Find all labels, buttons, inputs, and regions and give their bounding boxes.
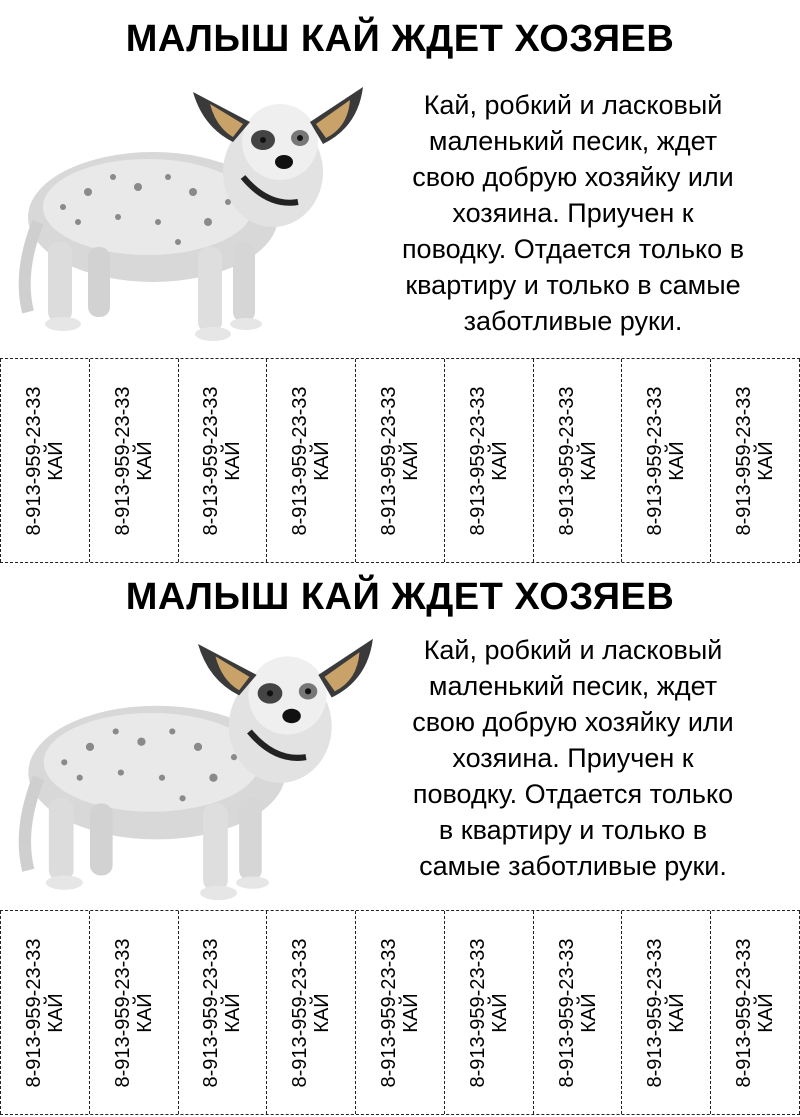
tear-off-tab[interactable]	[179, 359, 268, 562]
tab-phone: 8-913-959-23-33	[22, 386, 45, 535]
tab-phone: 8-913-959-23-33	[289, 938, 312, 1087]
tab-name: КАЙ	[311, 992, 334, 1033]
flyer-description	[368, 87, 778, 339]
tab-name: КАЙ	[311, 440, 334, 481]
tab-phone: 8-913-959-23-33	[555, 386, 578, 535]
tab-phone: 8-913-959-23-33	[111, 938, 134, 1087]
tab-phone: 8-913-959-23-33	[378, 386, 401, 535]
tab-name: КАЙ	[666, 992, 689, 1033]
tab-phone: 8-913-959-23-33	[200, 938, 223, 1087]
tear-off-tab[interactable]	[0, 911, 90, 1114]
tear-off-tab[interactable]	[356, 359, 445, 562]
tab-phone: 8-913-959-23-33	[733, 938, 756, 1087]
tab-name: КАЙ	[133, 992, 156, 1033]
tab-name: КАЙ	[488, 440, 511, 481]
tab-phone: 8-913-959-23-33	[22, 938, 45, 1087]
tear-off-tab[interactable]	[179, 911, 268, 1114]
tab-name: КАЙ	[44, 992, 67, 1033]
tab-phone: 8-913-959-23-33	[200, 386, 223, 535]
tear-off-tab[interactable]	[622, 911, 711, 1114]
tear-off-tab[interactable]	[0, 359, 90, 562]
tear-off-tabs	[0, 910, 800, 1115]
tab-phone: 8-913-959-23-33	[378, 938, 401, 1087]
description-line: поводку. Отдается только в	[401, 234, 745, 264]
description-line: поводку. Отдается только	[412, 779, 734, 809]
tear-off-tab[interactable]	[622, 359, 711, 562]
tab-name: КАЙ	[133, 440, 156, 481]
tab-name: КАЙ	[222, 440, 245, 481]
tab-name: КАЙ	[577, 440, 600, 481]
description-line: Кай, робкий и ласковый	[423, 90, 723, 120]
tear-off-tab[interactable]	[711, 911, 800, 1114]
description-line: хозяина. Приучен к	[452, 198, 694, 228]
description-line: маленький песик, ждет	[428, 671, 718, 701]
tear-off-tab[interactable]	[711, 359, 800, 562]
tab-name: КАЙ	[488, 992, 511, 1033]
tab-name: КАЙ	[400, 440, 423, 481]
flyer-title: МАЛЫШ КАЙ ЖДЕТ ХОЗЯЕВ	[125, 18, 675, 60]
tear-off-tab[interactable]	[534, 911, 623, 1114]
flyer-description	[368, 632, 778, 884]
tab-phone: 8-913-959-23-33	[111, 386, 134, 535]
tear-off-tab[interactable]	[267, 359, 356, 562]
tear-off-tabs	[0, 358, 800, 563]
tab-name: КАЙ	[666, 440, 689, 481]
tab-name: КАЙ	[222, 992, 245, 1033]
description-line: Кай, робкий и ласковый	[423, 635, 723, 665]
description-line: самые заботливые руки.	[419, 851, 727, 881]
tab-name: КАЙ	[755, 440, 778, 481]
description-line: квартиру и только в самые	[405, 270, 741, 300]
tab-phone: 8-913-959-23-33	[466, 938, 489, 1087]
tab-phone: 8-913-959-23-33	[644, 938, 667, 1087]
tab-phone: 8-913-959-23-33	[555, 938, 578, 1087]
tab-name: КАЙ	[400, 992, 423, 1033]
tab-phone: 8-913-959-23-33	[289, 386, 312, 535]
description-line: хозяина. Приучен к	[452, 743, 694, 773]
tab-name: КАЙ	[44, 440, 67, 481]
tear-off-tab[interactable]	[90, 359, 179, 562]
tab-phone: 8-913-959-23-33	[466, 386, 489, 535]
tear-off-tab[interactable]	[534, 359, 623, 562]
tear-off-tab[interactable]	[90, 911, 179, 1114]
tear-off-tab[interactable]	[445, 359, 534, 562]
tear-off-tab[interactable]	[445, 911, 534, 1114]
tab-phone: 8-913-959-23-33	[644, 386, 667, 535]
description-line: заботливые руки.	[463, 306, 683, 336]
tear-off-tab[interactable]	[267, 911, 356, 1114]
tab-phone: 8-913-959-23-33	[733, 386, 756, 535]
tear-off-tab[interactable]	[356, 911, 445, 1114]
description-line: свою добрую хозяйку или	[412, 707, 734, 737]
tab-name: КАЙ	[577, 992, 600, 1033]
description-line: в квартиру и только в	[438, 815, 708, 845]
flyer-title: МАЛЫШ КАЙ ЖДЕТ ХОЗЯЕВ	[125, 576, 675, 618]
description-line: маленький песик, ждет	[428, 126, 718, 156]
tab-name: КАЙ	[755, 992, 778, 1033]
dog-photo	[18, 630, 378, 910]
description-line: свою добрую хозяйку или	[412, 162, 734, 192]
dog-photo	[18, 82, 368, 347]
